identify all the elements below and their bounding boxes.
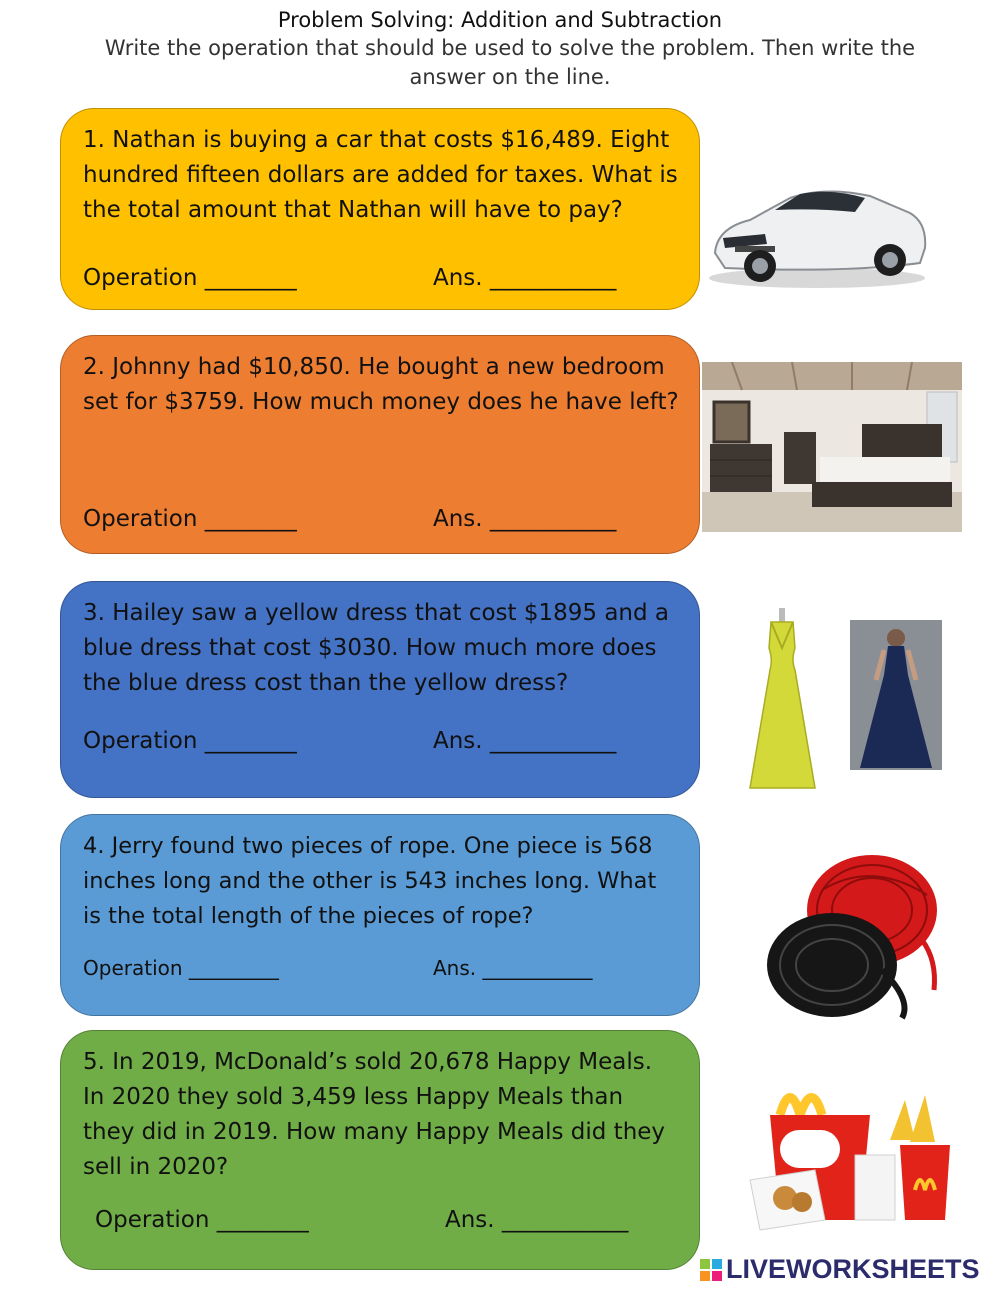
problem-card-5 (60, 1030, 700, 1270)
answer-blank[interactable]: Ans. ___________ (433, 956, 593, 980)
rope-image (762, 840, 942, 1025)
problem-card-2 (60, 335, 700, 554)
problem-text: 4. Jerry found two pieces of rope. One piece is 568 inches long and the other is 543 inches long. What is the total length of the pieces of rope? (83, 833, 657, 929)
answer-blank[interactable]: Ans. ___________ (433, 506, 617, 532)
operation-blank[interactable]: Operation ________ (83, 506, 297, 532)
operation-blank[interactable]: Operation ________ (95, 1207, 309, 1233)
liveworksheets-logo (700, 1254, 980, 1285)
problem-card-4 (60, 814, 700, 1016)
operation-blank[interactable]: Operation ________ (83, 728, 297, 754)
yellow-dress-image (745, 608, 820, 793)
answer-line (83, 956, 679, 980)
problem-text: 1. Nathan is buying a car that costs $16,489. Eight hundred fifteen dollars are added for taxes. What is the total amount that Nathan will have to pay? (83, 127, 678, 223)
instructions: Write the operation that should be used to solve the problem. Then write the answer on the line. (104, 36, 916, 89)
car-image (705, 168, 930, 293)
answer-blank[interactable]: Ans. ___________ (433, 728, 617, 754)
answer-line (95, 1207, 679, 1233)
brand-text: LIVEWORKSHEETS (726, 1254, 980, 1284)
problem-card-1 (60, 108, 700, 310)
bedroom-image (702, 362, 962, 532)
answer-line (83, 728, 679, 754)
happy-meal-image (740, 1070, 980, 1240)
answer-blank[interactable]: Ans. ___________ (445, 1207, 629, 1233)
blue-dress-image (850, 620, 942, 770)
answer-blank[interactable]: Ans. ___________ (433, 265, 617, 291)
problem-text: 2. Johnny had $10,850. He bought a new bedroom set for $3759. How much money does he have left? (83, 354, 679, 415)
problem-text: 3. Hailey saw a yellow dress that cost $1895 and a blue dress that cost $3030. How much more does the blue dress cost than the yellow dress? (83, 600, 670, 696)
problem-text: 5. In 2019, McDonald’s sold 20,678 Happy Meals. In 2020 they sold 3,459 less Happy Meals than they did in 2019. How many Happy Meals did they sell in 2020? (83, 1049, 666, 1180)
answer-line (83, 265, 679, 291)
answer-line (83, 506, 679, 532)
problem-card-3 (60, 581, 700, 798)
liveworksheets-badge-icon (700, 1259, 722, 1281)
operation-blank[interactable]: Operation ________ (83, 265, 297, 291)
page-title: Problem Solving: Addition and Subtraction (277, 8, 723, 32)
operation-blank[interactable]: Operation _________ (83, 956, 279, 980)
